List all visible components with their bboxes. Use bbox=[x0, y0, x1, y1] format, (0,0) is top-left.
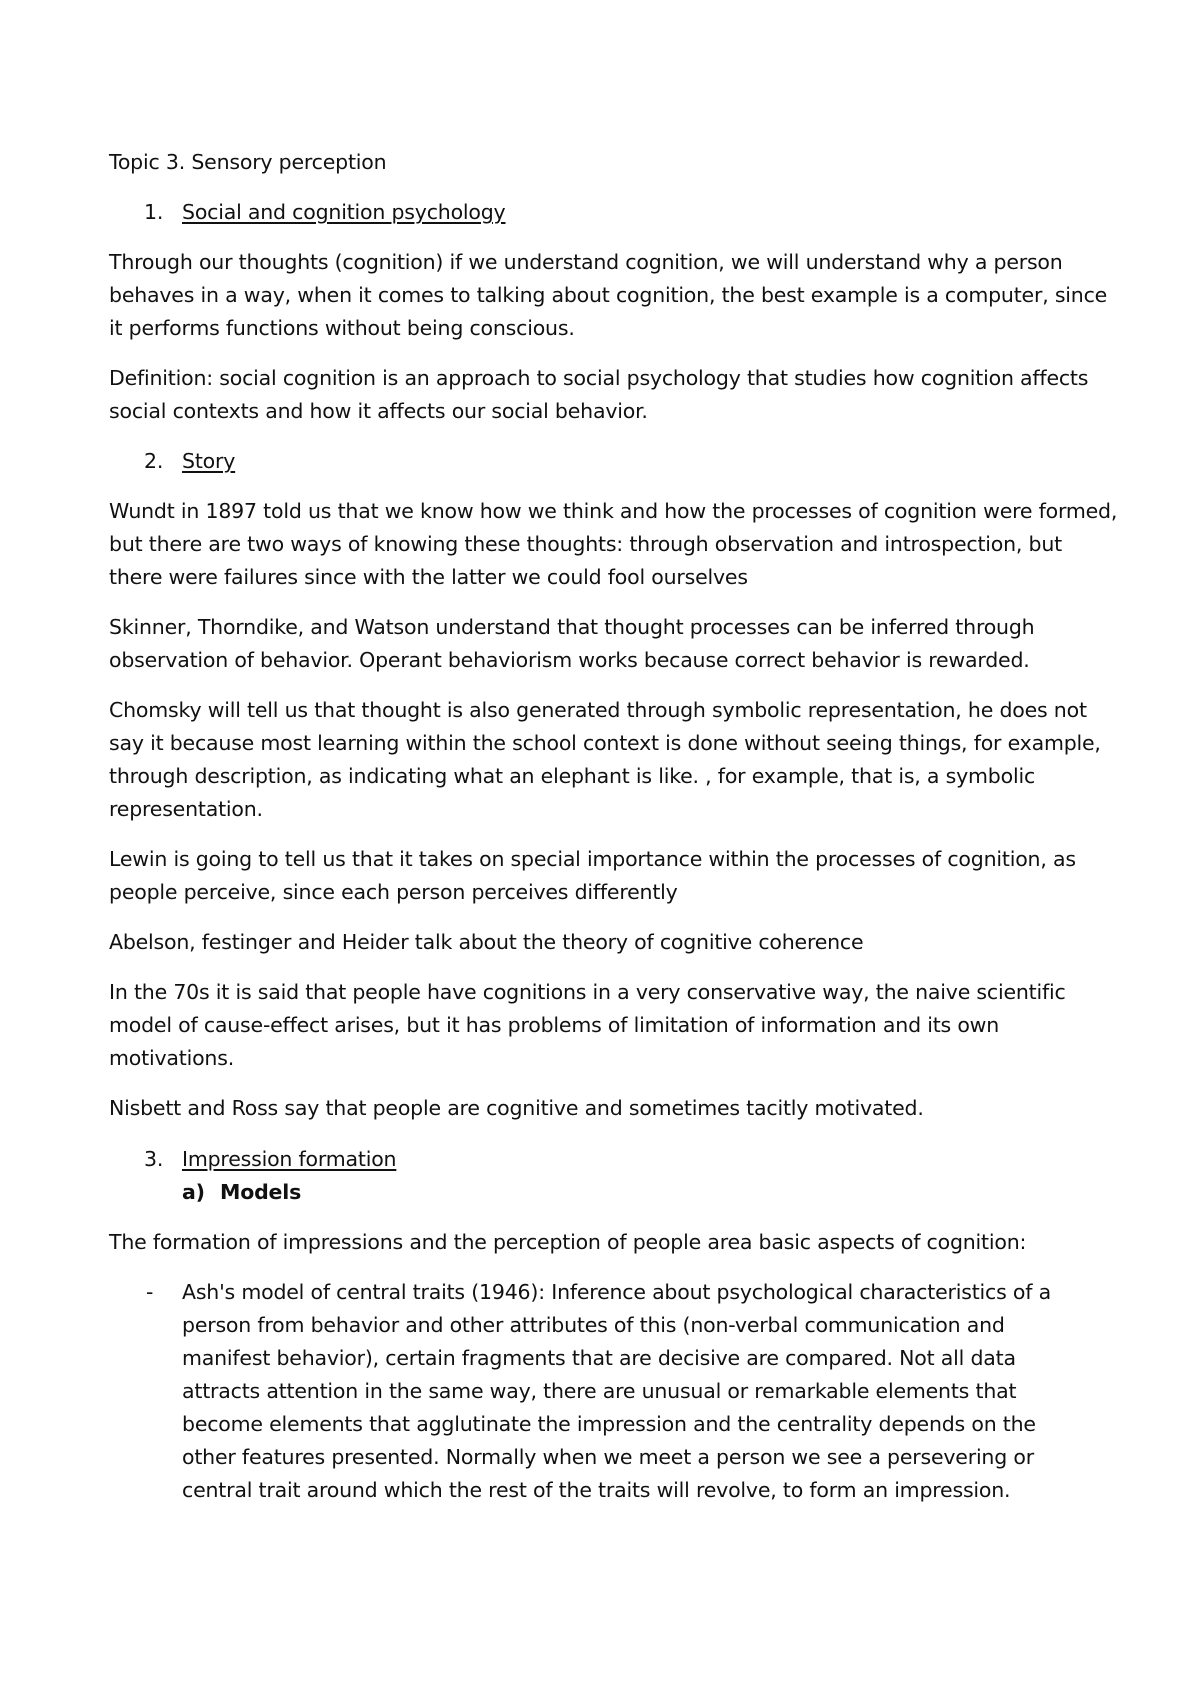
subsection-a-heading bbox=[182, 1176, 301, 1209]
topic-title: Topic 3. Sensory perception bbox=[109, 150, 387, 174]
section-2-heading bbox=[144, 445, 235, 478]
section-1-number: 1. bbox=[144, 200, 164, 224]
paragraph-definition: Definition: social cognition is an approach to social psychology that studies how cognition affects social contexts and how it affects our social behavior. bbox=[109, 366, 1089, 423]
paragraph-nisbett: Nisbett and Ross say that people are cognitive and sometimes tacitly motivated. bbox=[109, 1096, 924, 1120]
paragraph-chomsky: Chomsky will tell us that thought is also generated through symbolic representation, he does not say it because most learning within the school context is done without seeing things, for example, through description, as indicating what an elephant is like. , for example, that is, a symbolic representation. bbox=[109, 698, 1101, 821]
subsection-a-letter: a) bbox=[182, 1180, 205, 1204]
paragraph-lewin: Lewin is going to tell us that it takes on special importance within the processes of cognition, as people perceive, since each person perceives differently bbox=[109, 847, 1076, 904]
section-3-title: Impression formation bbox=[182, 1147, 397, 1171]
paragraph-cognition-intro: Through our thoughts (cognition) if we understand cognition, we will understand why a person behaves in a way, when it comes to talking about cognition, the best example is a computer, since it performs functions without being conscious. bbox=[109, 250, 1108, 340]
subsection-a-title: Models bbox=[220, 1180, 302, 1204]
section-2-title: Story bbox=[182, 449, 236, 473]
paragraph-abelson: Abelson, festinger and Heider talk about the theory of cognitive coherence bbox=[109, 930, 864, 954]
section-1-title: Social and cognition psychology bbox=[182, 200, 506, 224]
paragraph-wundt: Wundt in 1897 told us that we know how we think and how the processes of cognition were formed, but there are two ways of knowing these thoughts: through observation and introspection, but there were failures since with the latter we could fool ourselves bbox=[109, 499, 1118, 589]
bullet-ash-model: Ash's model of central traits (1946): Inference about psychological characteristics of a person from behavior and other attributes of this (non-verbal communication and manifest behavior), certain fragments that are decisive are compared. Not all data attracts attention in the same way, there are unusual or remarkable elements that become elements that agglutinate the impression and the centrality depends on the other features presented. Normally when we meet a person we see a persevering or central trait around which the rest of the traits will revolve, to form an impression. bbox=[182, 1280, 1051, 1502]
bullet-marker: - bbox=[146, 1280, 154, 1304]
section-1-heading bbox=[144, 196, 506, 229]
section-3-number: 3. bbox=[144, 1147, 164, 1171]
paragraph-skinner: Skinner, Thorndike, and Watson understand that thought processes can be inferred through observation of behavior. Operant behaviorism works because correct behavior is rewarded. bbox=[109, 615, 1035, 672]
paragraph-impressions: The formation of impressions and the perception of people area basic aspects of cognition: bbox=[109, 1230, 1027, 1254]
paragraph-seventies: In the 70s it is said that people have cognitions in a very conservative way, the naive scientific model of cause-effect arises, but it has problems of limitation of information and its own motivations. bbox=[109, 980, 1066, 1070]
section-3-heading bbox=[144, 1143, 396, 1176]
section-2-number: 2. bbox=[144, 449, 164, 473]
